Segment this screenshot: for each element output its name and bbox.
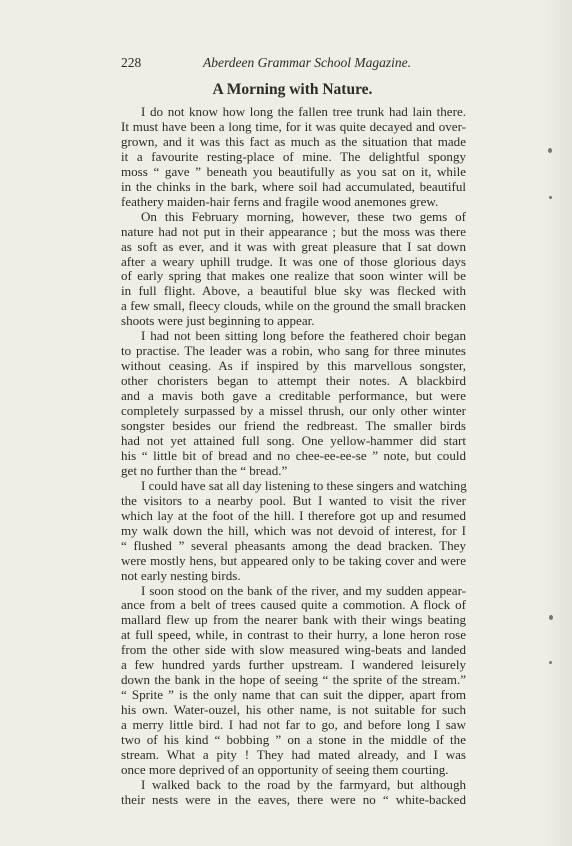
margin-speck: [549, 196, 552, 199]
text-line: it a favourite resting-place of mine. The delightful spongy: [121, 148, 466, 164]
text-line: a merry little bird. I had not far to go, and before long I saw: [121, 717, 466, 733]
text-line: ance from a belt of trees caused quite a commotion. A flock of: [121, 597, 466, 613]
text-line: moss “ gave ” beneath you beautifully as you sat on it, while: [121, 163, 466, 179]
text-line: a few hundred yards further upstream. I wandered leisurely: [121, 657, 466, 673]
text-line: “ flushed ” several pheasants among the dead bracken. They: [121, 537, 466, 553]
text-line: grown, and it was this fact as much as the situation that made: [121, 133, 466, 149]
margin-speck: [549, 661, 552, 664]
text-line: in the chinks in the bark, where soil had accumulated, beautiful: [121, 178, 466, 194]
text-line: I could have sat all day listening to these singers and watching: [141, 477, 467, 493]
text-line: after a weary uphill trudge. It was one of those glorious days: [121, 253, 466, 269]
text-line: shoots were just beginning to appear.: [121, 313, 315, 329]
text-line: stream. What a pity ! They had mated already, and I was: [121, 746, 466, 762]
text-line: I soon stood on the bank of the river, and my sudden appear-: [141, 582, 466, 598]
text-line: without ceasing. As if inspired by this marvellous songster,: [121, 358, 466, 374]
text-line: once more deprived of an opportunity of seeing them courting.: [121, 761, 449, 777]
text-line: I walked back to the road by the farmyard, but although: [141, 776, 466, 792]
text-line: It must have been a long time, for it was quite decayed and over-: [121, 118, 466, 134]
text-line: of early spring that makes one realize that soon winter will be: [121, 268, 466, 284]
text-line: nature had not put in their appearance ; but the moss was there: [121, 223, 466, 239]
margin-speck: [548, 148, 552, 153]
text-line: down the bank in the hope of seeing “ the sprite of the stream.”: [121, 672, 466, 688]
journal-title: Aberdeen Grammar School Magazine.: [203, 55, 411, 70]
text-line: two of his kind “ bobbing ” on a stone in the middle of the: [121, 732, 466, 748]
text-line: had not yet attained full song. One yellow-hammer did start: [121, 432, 466, 448]
text-line: I had not been sitting long before the feathered choir began: [141, 328, 466, 344]
text-line: which lay at the foot of the hill. I therefore got up and resumed: [121, 507, 466, 523]
text-line: at full speed, while, in contrast to their hurry, a lone heron rose: [121, 627, 466, 643]
article-body: [121, 105, 466, 808]
text-line: in full flight. Above, a beautiful blue sky was flecked with: [121, 283, 466, 299]
text-line: On this February morning, however, these two gems of: [141, 208, 466, 224]
running-head: [121, 54, 416, 72]
text-line: mallard flew up from the nearer bank with their wings beating: [121, 612, 466, 628]
text-line: his “ little bit of bread and no chee-ee-ee-se ” note, but could: [121, 447, 466, 463]
text-line: as soft as ever, and it was with great pleasure that I sat down: [121, 238, 466, 254]
text-line: a few small, fleecy clouds, while on the ground the small bracken: [121, 298, 466, 314]
text-line: from the other side with slow measured wing-beats and landed: [121, 642, 466, 658]
text-line: feathery maiden-hair ferns and fragile wood anemones grew.: [121, 193, 439, 209]
article-title: A Morning with Nature.: [212, 81, 373, 98]
text-line: completely surpassed by a missel thrush, our only other winter: [121, 403, 466, 419]
text-line: get no further than the “ bread.”: [121, 462, 288, 478]
text-line: my walk down the hill, which was not devoid of interest, for I: [121, 522, 466, 538]
page-number: 228: [121, 55, 142, 70]
text-line: were mostly hens, but appeared only to be taking cover and were: [121, 552, 466, 568]
text-line: to practise. The leader was a robin, who sang for three minutes: [121, 343, 466, 359]
text-line: songster besides our friend the redbreast. The smaller birds: [121, 418, 466, 434]
text-line: their nests were in the eaves, there were no “ white-backed: [121, 791, 466, 807]
text-line: and a mavis both gave a creditable performance, but were: [121, 388, 466, 404]
text-line: other choristers began to attempt their notes. A blackbird: [121, 373, 466, 389]
text-line: I do not know how long the fallen tree trunk had lain there.: [141, 104, 466, 119]
text-line: “ Sprite ” is the only name that can suit the dipper, apart from: [121, 687, 466, 703]
text-line: his own. Water-ouzel, his other name, is not suitable for such: [121, 702, 466, 718]
text-line: the visitors to a nearby pool. But I wanted to visit the river: [121, 492, 466, 508]
margin-speck: [549, 615, 553, 620]
text-line: not early nesting birds.: [121, 567, 241, 583]
